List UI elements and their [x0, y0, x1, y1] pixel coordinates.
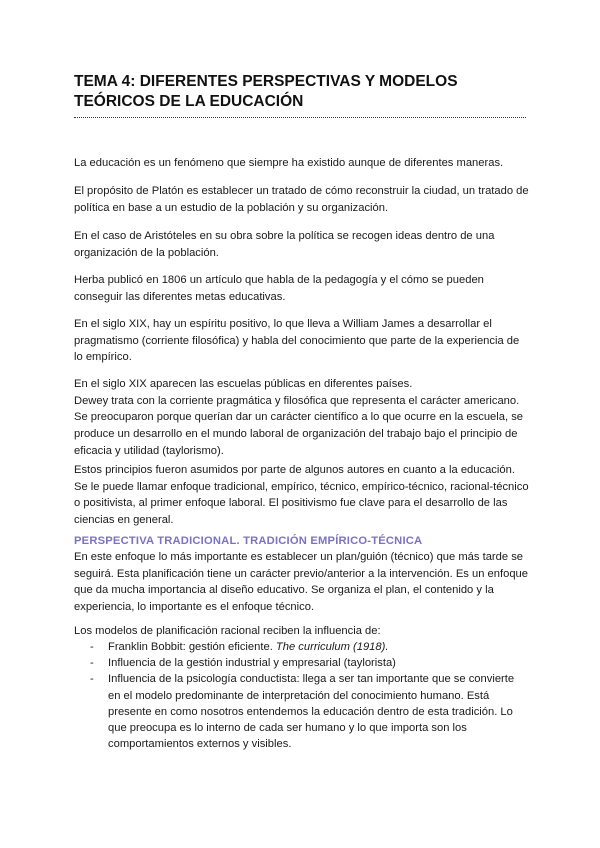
paragraph-william-james: En el siglo XIX, hay un espíritu positivo, lo que lleva a William James a desarrollar el pragmatismo (corriente filosófica) y habla del conocimiento que parte de la experiencia de lo empírico.: [74, 318, 520, 364]
section-body: En este enfoque lo más importante es establecer un plan/guión (técnico) que más tarde se seguirá. Esta planificación tiene un carácter previo/anterior a la intervención. Es un enfoque que da mucha importancia al diseño educativo. Se organiza el plan, el contenido y la experiencia, lo importante es el enfoque técnico.: [74, 551, 528, 614]
list-item: [74, 671, 529, 752]
dash-bullet: -: [90, 673, 94, 686]
paragraph-principios: Estos principios fueron asumidos por parte de algunos autores en cuanto a la educación. Se le puede llamar enfoque tradicional, empírico, técnico, empírico-técnico, racional-técnico o positivista, al primer enfoque laboral. El positivismo fue clave para el desarrollo de las ciencias en general.: [74, 464, 529, 527]
list-intro: Los modelos de planificación racional reciben la influencia de:: [74, 625, 381, 637]
paragraph-herba: Herba publicó en 1806 un artículo que habla de la pedagogía y el cómo se pueden conseguir las diferentes metas educativas.: [74, 274, 484, 303]
list-item: [74, 655, 529, 671]
dash-bullet: -: [90, 641, 94, 653]
title-divider: [74, 117, 526, 118]
list-item: [74, 639, 529, 655]
section-heading: PERSPECTIVA TRADICIONAL. TRADICIÓN EMPÍRICO-TÉCNICA: [74, 535, 423, 547]
paragraph-intro: La educación es un fenómeno que siempre ha existido aunque de diferentes maneras.: [74, 157, 504, 169]
influence-list: [74, 639, 529, 752]
page-title: TEMA 4: DIFERENTES PERSPECTIVAS Y MODELOS TEÓRICOS DE LA EDUCACIÓN: [74, 73, 458, 110]
list-item-text: Franklin Bobbit: gestión eficiente.: [108, 641, 276, 653]
line-escuelas: En el siglo XIX aparecen las escuelas públicas en diferentes países.: [74, 378, 413, 390]
book-title: The curriculum (1918).: [275, 641, 389, 653]
list-item-text: Influencia de la psicología conductista: llega a ser tan importante que se convierte en el modelo predominante de interpretación del conocimiento humano. Está presente en como nosotros entendemos la educación dentro de esta tradición. Lo que preocupa es lo interno de cada ser humano y lo que importa son los comportamientos externos y visibles.: [108, 673, 515, 751]
line-taylorismo: Se preocuparon porque querían dar un carácter científico a lo que ocurre en la escuela, se produce un desarrollo en el mundo laboral de organización del trabajo bajo el principio de eficacia y utilidad (taylorismo).: [74, 411, 524, 457]
dash-bullet: -: [90, 657, 94, 670]
line-dewey: Dewey trata con la corriente pragmática y filosófica que representa el carácter americano.: [74, 394, 520, 407]
list-item-text: Influencia de la gestión industrial y empresarial (taylorista): [108, 657, 396, 670]
paragraph-platon: El propósito de Platón es establecer un tratado de cómo reconstruir la ciudad, un tratado de política en base a un estudio de la población y su organización.: [74, 185, 529, 214]
paragraph-aristoteles: En el caso de Aristóteles en su obra sobre la política se recogen ideas dentro de una organización de la población.: [74, 230, 495, 259]
paragraph-escuelas-publicas: [74, 376, 529, 460]
